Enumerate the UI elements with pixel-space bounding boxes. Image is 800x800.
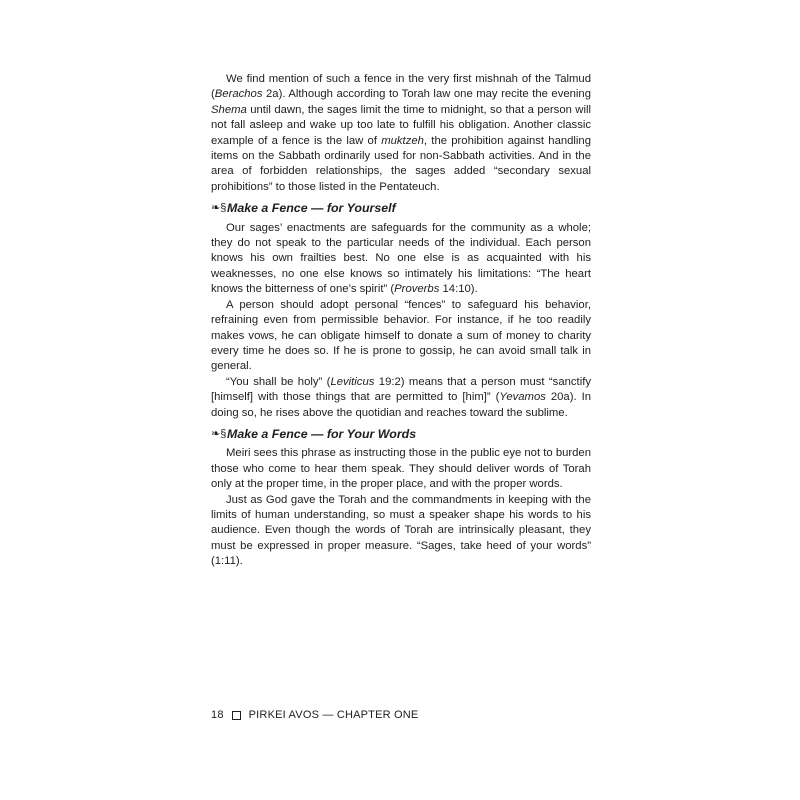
page-body: [211, 72, 591, 570]
text-run: Just as God gave the Torah and the commandments in keeping with the limits of human understanding, so must a speaker shape his words to his audience. Even though the words of Torah are intrinsically pleasant, they must be expressed in proper measure. “Sages, take heed of your words” (1:11).: [211, 493, 591, 568]
paragraph: [211, 446, 591, 492]
text-run: 20a). In doing so, he rises above the quotidian and reaches toward the sublime.: [211, 391, 591, 419]
text-run: “You shall be holy” (: [226, 375, 331, 388]
italic-run: Leviticus: [330, 375, 375, 388]
heading-text: Make a Fence — for Yourself: [227, 201, 396, 216]
paragraph: [211, 72, 591, 195]
paragraph: [211, 375, 591, 421]
text-run: We find mention of such a fence in the very first mishnah of the Talmud (: [211, 73, 591, 101]
ornament-icon: ❧§: [211, 427, 227, 440]
ornament-icon: ❧§: [211, 202, 227, 215]
running-title: PIRKEI AVOS — CHAPTER ONE: [248, 709, 419, 721]
text-run: Our sages’ enactments are safeguards for the community as a whole; they do not speak to the particular needs of the individual. Each person knows his own frailties best. No one else is as acquainted with his weaknesses, no one else knows so intimately his limitations: “The heart knows the bitterness of one’s spirit” (: [211, 221, 591, 296]
italic-run: Berachos: [214, 88, 263, 101]
paragraph: [211, 298, 591, 375]
italic-run: muktzeh: [381, 134, 424, 147]
italic-run: Shema: [211, 103, 247, 116]
text-run: , the prohibition against handling items on the Sabbath ordinarily used for non-Sabbath activities. And in the area of forbidden relationships, the sages added “secondary sexual prohibitions” to those listed in the Pentateuch.: [211, 134, 592, 193]
paragraph: [211, 221, 591, 298]
text-run: 2a). Although according to Torah law one may recite the evening: [262, 88, 591, 101]
italic-run: Proverbs: [394, 283, 440, 296]
italic-run: Yevamos: [499, 391, 546, 404]
paragraph: [211, 493, 591, 570]
page-number: 18: [211, 709, 224, 721]
section-heading-words: [211, 427, 591, 442]
text-run: 19:2) means that a person must “sanctify [himself] with those things that are permitted to [him]” (: [211, 375, 591, 404]
page-footer: [211, 709, 418, 721]
text-run: until dawn, the sages limit the time to midnight, so that a person will not fall asleep and wake up too late to fulfill his obligation. Another classic example of a fence is the law of: [211, 103, 591, 147]
section-heading-yourself: [211, 201, 591, 216]
heading-text: Make a Fence — for Your Words: [227, 426, 417, 441]
text-run: Meiri sees this phrase as instructing those in the public eye not to burden those who come to hear them speak. They should deliver words of Torah only at the proper time, in the proper place, and with the proper words.: [211, 447, 591, 491]
square-bullet-icon: [232, 711, 241, 720]
text-run: A person should adopt personal “fences” to safeguard his behavior, refraining even from permissible behavior. For instance, if he too readily makes vows, he can obligate himself to donate a sum of money to charity every time he does so. If he is prone to gossip, he can avoid small talk in general.: [211, 298, 591, 373]
text-run: 14:10).: [439, 283, 478, 296]
